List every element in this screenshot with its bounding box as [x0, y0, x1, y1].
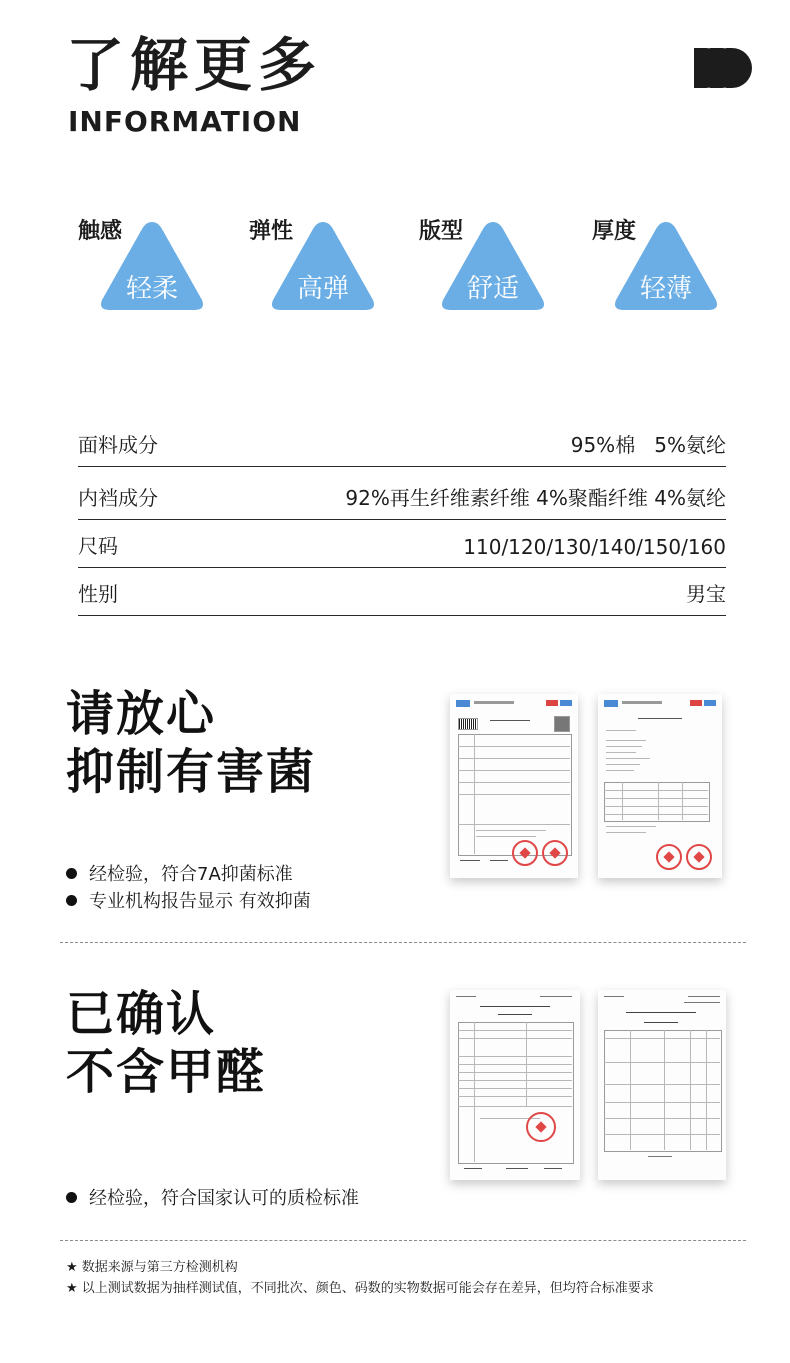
test-report-image [450, 990, 580, 1180]
footnote: ★ 数据来源与第三方检测机构 [66, 1260, 238, 1275]
feature-label: 弹性 [249, 219, 294, 244]
page-title: 了解更多 [66, 31, 323, 99]
formaldehyde-bullet [66, 1184, 359, 1210]
spec-key: 尺码 [78, 534, 118, 558]
spec-value: 男宝 [686, 582, 726, 606]
formaldehyde-heading-line1: 已确认 [66, 986, 217, 1042]
spec-key: 性别 [78, 582, 118, 606]
spec-row-lining [78, 483, 726, 520]
spec-value: 110/120/130/140/150/160 [463, 535, 726, 559]
bullet-dot-icon [66, 1192, 77, 1203]
test-report-image [598, 694, 722, 878]
feature-touch [78, 214, 238, 314]
spec-key: 内裆成分 [78, 486, 158, 510]
bullet-text: 专业机构报告显示 有效抑菌 [89, 891, 311, 912]
triple-arrow-icon [692, 44, 752, 92]
section-divider [60, 1240, 746, 1241]
footnote: ★ 以上测试数据为抽样测试值，不同批次、颜色、码数的实物数据可能会存在差异，但均符合标准要求 [66, 1281, 654, 1296]
spec-value: 92%再生纤维素纤维 4%聚酯纤维 4%氨纶 [345, 486, 726, 510]
spec-row-fabric [78, 430, 726, 467]
section-divider [60, 942, 746, 943]
spec-row-size [78, 531, 726, 568]
formaldehyde-heading-line2: 不含甲醛 [66, 1044, 267, 1100]
bullet-text: 经检验，符合国家认可的质检标准 [89, 1188, 359, 1209]
page-subtitle: INFORMATION [68, 105, 302, 138]
feature-label: 版型 [419, 219, 464, 244]
antibacterial-bullet [66, 860, 293, 886]
antibacterial-bullet [66, 887, 311, 913]
bullet-text: 经检验，符合7A抑菌标准 [89, 864, 293, 885]
spec-value: 95%棉 5%氨纶 [570, 433, 726, 457]
spec-row-gender [78, 579, 726, 616]
spec-key: 面料成分 [78, 433, 158, 457]
feature-value: 舒适 [466, 274, 519, 304]
feature-label: 厚度 [592, 219, 637, 244]
feature-elasticity [249, 214, 409, 314]
test-report-image [450, 694, 578, 878]
bullet-dot-icon [66, 895, 77, 906]
feature-thickness [592, 214, 752, 314]
bullet-dot-icon [66, 868, 77, 879]
antibacterial-heading-line2: 抑制有害菌 [66, 744, 317, 800]
feature-value: 轻柔 [125, 274, 178, 304]
feature-label: 触感 [78, 219, 123, 244]
antibacterial-heading-line1: 请放心 [66, 686, 217, 742]
test-report-image [598, 990, 726, 1180]
feature-fit [419, 214, 579, 314]
feature-value: 轻薄 [639, 274, 692, 304]
feature-value: 高弹 [296, 274, 349, 304]
